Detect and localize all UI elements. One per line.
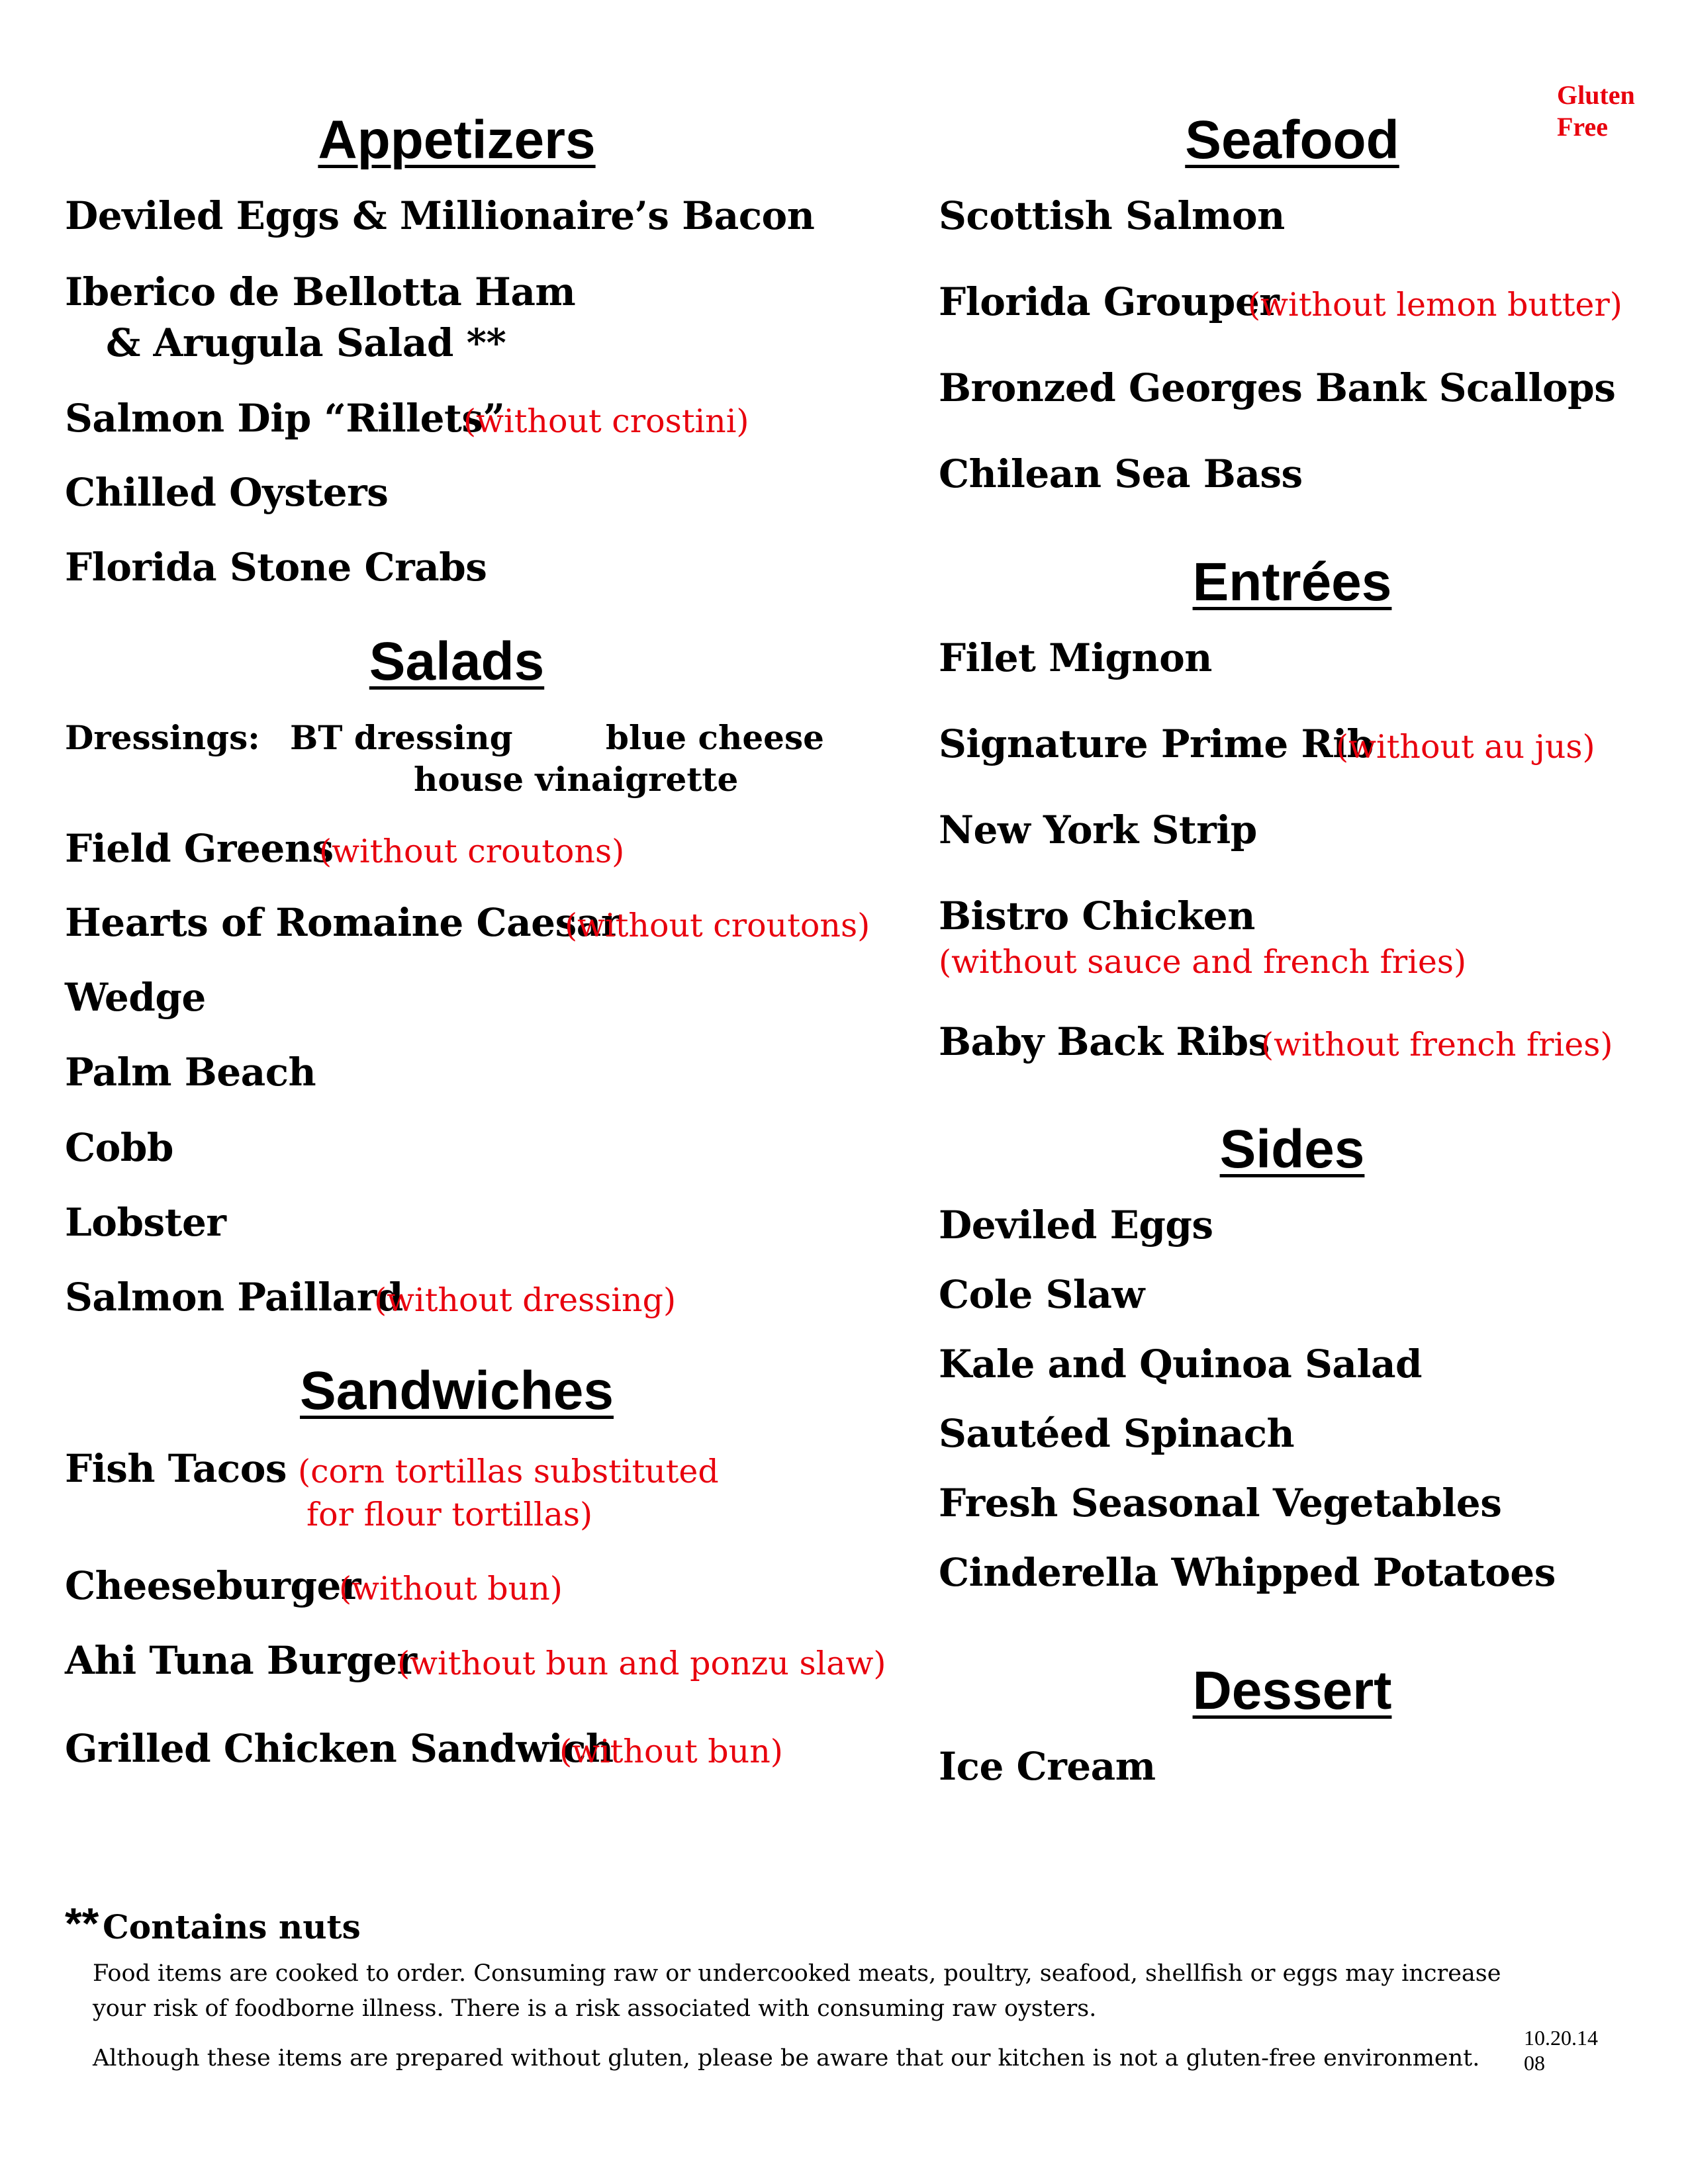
menu-item-continued: & Arugula Salad **	[106, 320, 506, 365]
menu-item-note: (without crostini)	[463, 402, 749, 440]
menu-item: Bronzed Georges Bank Scallops	[939, 365, 1616, 410]
nuts-text: Contains nuts	[102, 1907, 361, 1946]
menu-item-note-continued: for flour tortillas)	[306, 1496, 593, 1533]
dressing-option: house vinaigrette	[414, 760, 739, 799]
gluten-disclaimer: Although these items are prepared without gluten, please be aware that our kitchen is not a gluten-free environment.	[93, 2045, 1480, 2071]
menu-item: Fresh Seasonal Vegetables	[939, 1480, 1502, 1525]
menu-item: Baby Back Ribs	[939, 1019, 1270, 1064]
menu-item: Florida Grouper	[939, 279, 1280, 324]
version-code: 08	[1524, 2051, 1545, 2075]
menu-item: Bistro Chicken	[939, 893, 1255, 938]
menu-item: Deviled Eggs & Millionaire’s Bacon	[65, 193, 815, 238]
menu-item: Field Greens	[65, 826, 334, 871]
menu-item: Signature Prime Rib	[939, 721, 1374, 766]
menu-item: Kale and Quinoa Salad	[939, 1342, 1423, 1387]
menu-item: New York Strip	[939, 807, 1257, 852]
disclaimer-line: Food items are cooked to order. Consuming raw or undercooked meats, poultry, seafood, shellfish or eggs may increase	[93, 1960, 1501, 1987]
menu-item: Sautéed Spinach	[939, 1411, 1295, 1456]
menu-item: Cobb	[65, 1125, 173, 1170]
menu-item-note: (without bun and ponzu slaw)	[397, 1645, 886, 1682]
menu-item: Salmon Paillard	[65, 1275, 403, 1320]
disclaimer-line: your risk of foodborne illness. There is a risk associated with consuming raw oysters.	[93, 1995, 1097, 2022]
menu-item-note: (without bun)	[559, 1733, 783, 1770]
menu-item: Salmon Dip “Rillets”	[65, 396, 505, 441]
dressing-option: blue cheese	[606, 718, 824, 757]
menu-item-note: (without croutons)	[319, 833, 625, 870]
menu-item-note: (without bun)	[339, 1570, 563, 1608]
nuts-marker: **	[65, 1899, 99, 1948]
dressings-label: Dressings:	[65, 718, 260, 757]
seafood-heading: Seafood	[1185, 110, 1399, 170]
menu-item: Ice Cream	[939, 1744, 1156, 1789]
dessert-heading: Dessert	[1192, 1661, 1392, 1721]
menu-item: Cole Slaw	[939, 1272, 1145, 1317]
menu-item-note: (without croutons)	[565, 907, 870, 944]
date-text: 10.20.14	[1524, 2026, 1598, 2050]
gluten-free-line-2: Free	[1557, 112, 1608, 142]
menu-item: Iberico de Bellotta Ham	[65, 269, 576, 314]
menu-item: Wedge	[65, 975, 206, 1020]
menu-item: Florida Stone Crabs	[65, 545, 487, 590]
dressing-option: BT dressing	[290, 718, 513, 757]
appetizers-heading: Appetizers	[318, 110, 596, 170]
menu-item: Ahi Tuna Burger	[65, 1638, 417, 1683]
menu-item-note: (without sauce and french fries)	[939, 943, 1467, 981]
entrees-heading: Entrées	[1192, 552, 1392, 612]
gluten-free-line-1: Gluten	[1557, 80, 1635, 110]
menu-item: Lobster	[65, 1200, 226, 1245]
menu-item-note: (without french fries)	[1261, 1026, 1613, 1064]
sides-heading: Sides	[1219, 1119, 1365, 1179]
menu-item-note: (without dressing)	[374, 1281, 677, 1319]
menu-item-note: (without au jus)	[1336, 728, 1595, 766]
sandwiches-heading: Sandwiches	[300, 1361, 614, 1421]
nuts-legend	[65, 1898, 361, 1948]
menu-item: Fish Tacos	[65, 1446, 287, 1491]
menu-item: Filet Mignon	[939, 635, 1212, 680]
menu-item: Cinderella Whipped Potatoes	[939, 1550, 1556, 1595]
menu-item: Cheeseburger	[65, 1563, 361, 1608]
menu-item: Chilled Oysters	[65, 470, 389, 515]
menu-item: Chilean Sea Bass	[939, 451, 1303, 496]
menu-item: Palm Beach	[65, 1050, 316, 1095]
menu-item: Deviled Eggs	[939, 1203, 1213, 1248]
print-date	[1524, 2025, 1598, 2075]
menu-item-note: (corn tortillas substituted	[298, 1453, 719, 1490]
menu-item: Grilled Chicken Sandwich	[65, 1726, 614, 1771]
menu-item: Scottish Salmon	[939, 193, 1285, 238]
menu-item: Hearts of Romaine Caesar	[65, 900, 621, 945]
salads-heading: Salads	[369, 631, 545, 692]
menu-item-note: (without lemon butter)	[1248, 286, 1622, 324]
